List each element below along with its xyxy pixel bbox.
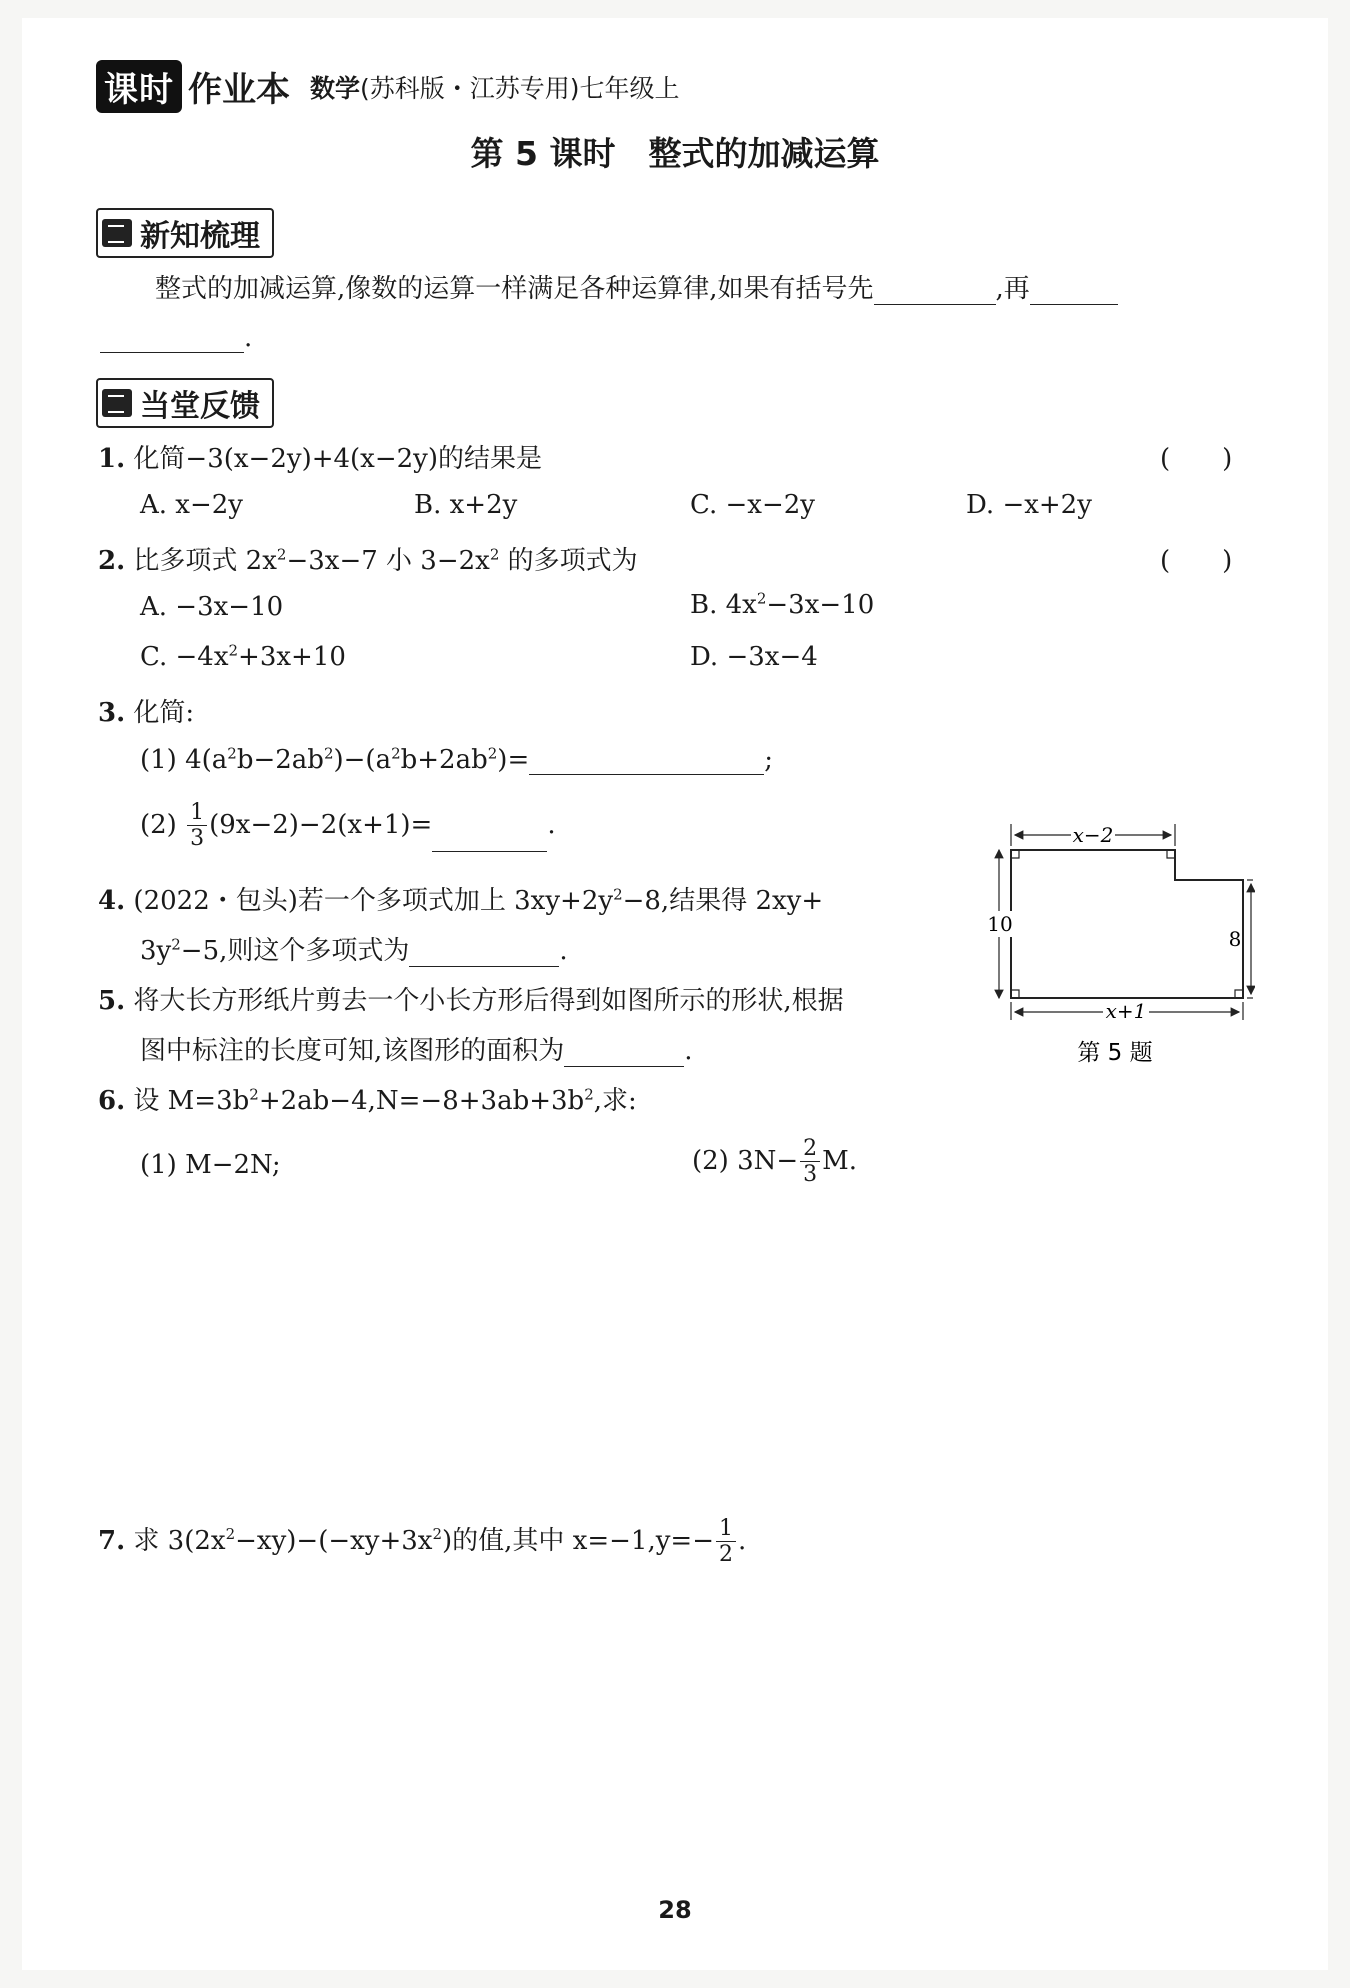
question-number: 1. [98, 444, 126, 474]
fig-label-left: 10 [987, 912, 1013, 936]
figure-q5-shape [975, 820, 1255, 1070]
exponent: 2 [584, 1085, 594, 1104]
fig-label-right: 8 [1228, 927, 1242, 951]
q6-stem-b: +2ab−4,N=−8+3ab+3b [258, 1086, 585, 1116]
exponent: 2 [225, 1525, 236, 1544]
q4-line2-a: 3y [140, 936, 172, 966]
q4-line1-a: (2022・包头)若一个多项式加上 3xy+2y [133, 886, 614, 916]
question-number: 6. [98, 1086, 126, 1116]
frac-numerator: 1 [187, 800, 207, 826]
q2-stem-c: 的多项式为 [499, 546, 638, 576]
q2-stem-b: −3x−7 小 3−2x [286, 546, 490, 576]
q6-stem-a: 设 M=3b [133, 1086, 250, 1116]
fig-caption: 第 5 题 [1077, 1040, 1153, 1066]
book-subtitle [310, 69, 680, 105]
q3-part-2 [140, 800, 556, 852]
exponent: 2 [487, 744, 498, 763]
q3-p2-text: (9x−2)−2(x+1)= [209, 809, 433, 840]
q6-part-1: (1) M−2N; [140, 1150, 281, 1180]
q3-p2-end: . [547, 809, 556, 840]
q7-stem-b: −xy)−(−xy+3x [235, 1525, 433, 1556]
exponent: 2 [323, 744, 334, 763]
page-number: 28 [658, 1896, 692, 1924]
q2-option-c-b: +3x+10 [238, 642, 346, 672]
question-number: 4. [98, 886, 126, 916]
question-2-stem [98, 540, 638, 577]
q1-option-b[interactable]: B. x+2y [414, 490, 518, 520]
q6-part-2 [692, 1136, 857, 1188]
section-badge-new-knowledge [96, 208, 274, 258]
exponent: 2 [228, 641, 239, 660]
section-badge-feedback [96, 378, 274, 428]
q3-p2-label: (2) [140, 809, 177, 840]
fig-label-top: x−2 [1072, 823, 1114, 847]
question-text: 化简−3(x−2y)+4(x−2y)的结果是 [133, 444, 543, 474]
q3-p1-a: (1) 4(a [140, 745, 228, 775]
figure-outline [1011, 850, 1243, 998]
brand-logo: 课时 [96, 60, 182, 113]
q1-option-d[interactable]: D. −x+2y [966, 490, 1092, 520]
section-badge-label: 当堂反馈 [140, 389, 260, 424]
question-3-stem [98, 692, 194, 729]
question-7-stem [98, 1516, 746, 1568]
exponent: 2 [489, 545, 500, 564]
question-4-line1 [98, 880, 823, 917]
fraction-two-thirds [800, 1136, 820, 1188]
q3-p1-end: ; [764, 745, 773, 775]
exponent: 2 [391, 744, 401, 763]
q5-line2-end: . [684, 1036, 693, 1066]
q7-stem-end: . [738, 1525, 747, 1556]
q2-stem-a: 比多项式 2x [133, 546, 277, 576]
q2-option-c-a: C. −4x [140, 642, 229, 672]
question-number: 2. [98, 546, 126, 576]
section-badge-label: 新知梳理 [140, 219, 260, 254]
section1-text-a: 整式的加减运算,像数的运算一样满足各种运算律,如果有括号先 [155, 274, 874, 304]
q2-option-b-b: −3x−10 [766, 590, 875, 620]
q4-line2-end: . [559, 936, 568, 966]
q5-line1: 将大长方形纸片剪去一个小长方形后得到如图所示的形状,根据 [133, 986, 844, 1016]
blank-q3-2[interactable] [432, 821, 547, 852]
exponent: 2 [227, 744, 237, 763]
question-5-line2 [140, 1030, 693, 1067]
section1-text-b: ,再 [995, 274, 1030, 304]
blank-first[interactable] [874, 274, 996, 305]
section1-text-line1 [155, 268, 1118, 305]
book-icon [102, 219, 132, 247]
exponent: 2 [249, 1085, 259, 1104]
q7-stem-c: )的值,其中 x=−1,y=− [442, 1525, 714, 1556]
frac-denominator: 3 [190, 826, 205, 852]
blank-q5[interactable] [564, 1036, 684, 1067]
q7-stem-a: 求 3(2x [133, 1525, 226, 1556]
q1-option-c[interactable]: C. −x−2y [690, 490, 815, 520]
question-text: 化简: [133, 698, 195, 728]
question-4-line2 [140, 930, 568, 967]
frac-denominator: 2 [719, 1542, 733, 1568]
question-5-line1 [98, 980, 844, 1017]
blank-then-2[interactable] [100, 322, 244, 353]
question-number: 5. [98, 986, 126, 1016]
q2-option-a[interactable]: A. −3x−10 [140, 592, 284, 622]
answer-paren-q1[interactable]: ( ) [1160, 444, 1233, 474]
fraction-one-half [716, 1516, 736, 1568]
exponent: 2 [171, 935, 181, 954]
exponent: 2 [432, 1525, 443, 1544]
question-number: 3. [98, 698, 126, 728]
section1-text-c: . [244, 323, 253, 353]
q2-option-b-a: B. 4x [690, 590, 757, 620]
exponent: 2 [613, 885, 623, 904]
exponent: 2 [276, 545, 287, 564]
q4-line2-b: −5,则这个多项式为 [180, 936, 410, 966]
brand-name: 作业本 [188, 70, 290, 110]
header-brand [96, 60, 680, 113]
q3-part-1 [140, 744, 773, 775]
q2-option-c[interactable] [140, 642, 346, 672]
frac-denominator: 3 [803, 1162, 818, 1188]
q6-p2-label: (2) 3N− [692, 1145, 799, 1176]
blank-q3-1[interactable] [529, 744, 764, 775]
subject-label: 数学 [310, 73, 361, 103]
exponent: 2 [756, 589, 767, 608]
question-number: 7. [98, 1525, 126, 1556]
answer-paren-q2[interactable]: ( ) [1160, 546, 1233, 576]
frac-numerator: 2 [800, 1136, 820, 1162]
q2-option-b[interactable] [690, 590, 874, 620]
q3-p1-d: b+2ab [400, 745, 488, 775]
q1-option-a[interactable]: A. x−2y [140, 490, 243, 520]
q5-line2: 图中标注的长度可知,该图形的面积为 [140, 1036, 565, 1066]
q3-p1-e: )= [497, 745, 530, 775]
fig-label-bottom: x+1 [1105, 999, 1147, 1023]
blank-then-1[interactable] [1030, 274, 1118, 305]
fraction-one-third [187, 800, 207, 852]
pencil-icon [102, 389, 132, 417]
q4-line1-b: −8,结果得 2xy+ [622, 886, 824, 916]
question-1-stem [98, 438, 542, 475]
edition-label: (苏科版・江苏专用)七年级上 [360, 73, 680, 103]
q6-stem-c: ,求: [593, 1086, 637, 1116]
question-6-stem [98, 1080, 637, 1117]
q2-option-d[interactable]: D. −3x−4 [690, 642, 818, 672]
q3-p1-b: b−2ab [236, 745, 324, 775]
q3-p1-c: )−(a [333, 745, 392, 775]
blank-q4[interactable] [409, 936, 559, 967]
lesson-title: 第 5 课时 整式的加减运算 [470, 134, 880, 173]
q6-p2-end: M. [822, 1145, 858, 1176]
section1-text-line2 [100, 322, 252, 353]
frac-numerator: 1 [716, 1516, 736, 1542]
